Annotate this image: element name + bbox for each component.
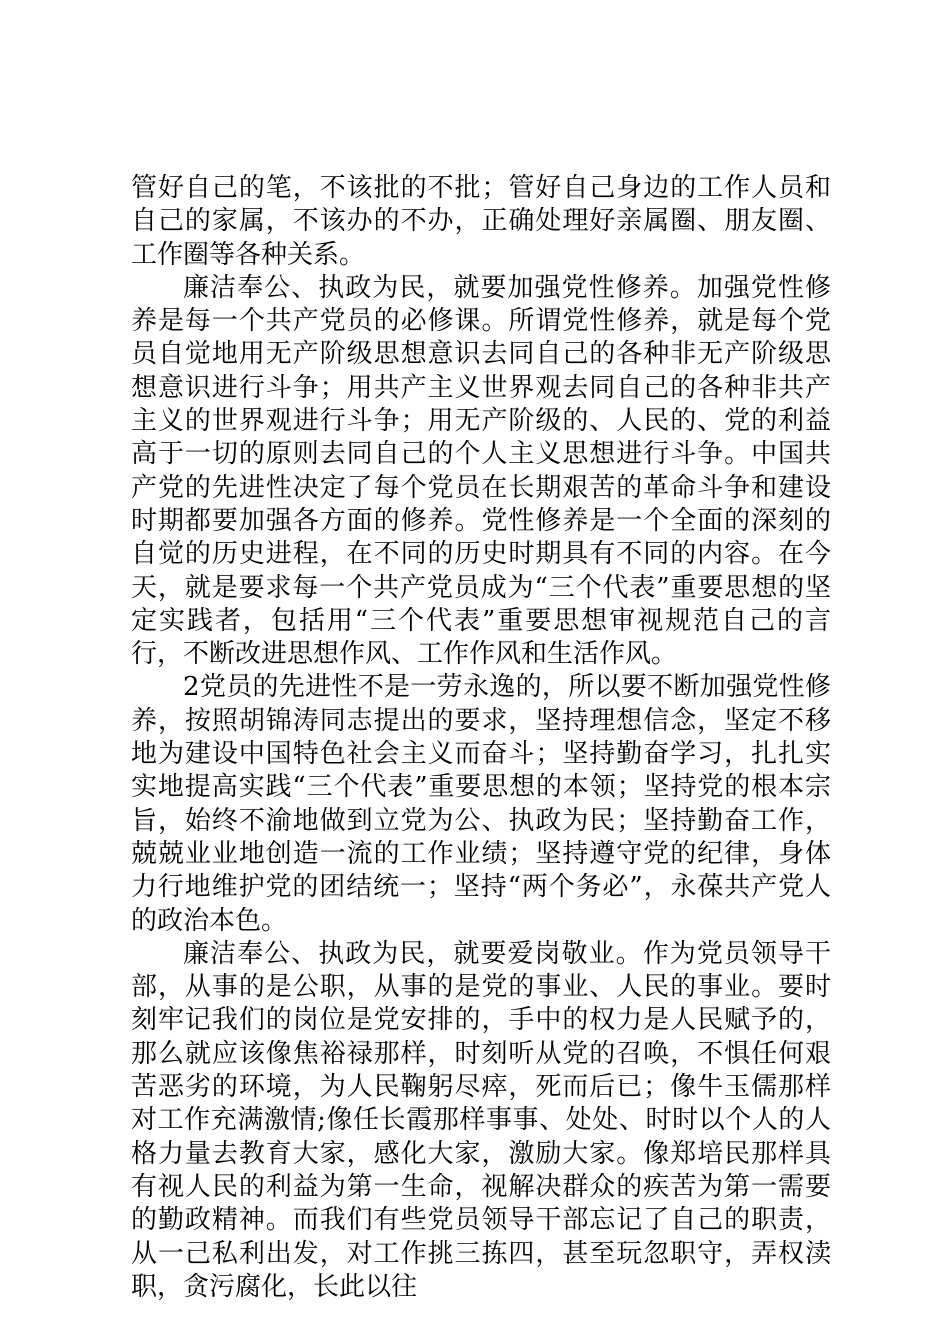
paragraph-dedication: 廉洁奉公、执政为民，就要爱岗敬业。作为党员领导干部，从事的是公职，从事的是党的事业、人民的事业。要时刻牢记我们的岗位是党安排的，手中的权力是人民赋予的，那么就应该像焦裕禄那样，时刻听从党的召唤，不惧任何艰苦恶劣的环境，为人民鞠躬尽瘁，死而后已；像牛玉儒那样对工作充满激情;像任长霞那样事事、处处、时时以个人的人格力量去教育大家，感化大家，激励大家。像郑培民那样具有视人民的利益为第一生命，视解决群众的疾苦为第一需要的勤政精神。而我们有些党员领导干部忘记了自己的职责，从一己私利出发，对工作挑三拣四，甚至玩忽职守，弄权渎职，贪污腐化，长此以往 — [131, 938, 831, 1302]
paragraph-continuation: 管好自己的笔，不该批的不批；管好自己身边的工作人员和自己的家属，不该办的不办，正确处理好亲属圈、朋友圈、工作圈等各种关系。 — [131, 173, 831, 270]
paragraph-advanced-nature: 2党员的先进性不是一劳永逸的，所以要不断加强党性修养，按照胡锦涛同志提出的要求，坚持理想信念，坚定不移地为建设中国特色社会主义而奋斗；坚持勤奋学习，扎扎实实地提高实践“三个代表”重要思想的本领；坚持党的根本宗旨，始终不渝地做到立党为公、执政为民；坚持勤奋工作，兢兢业业地创造一流的工作业绩；坚持遵守党的纪律，身体力行地维护党的团结统一；坚持“两个务必”，永葆共产党人的政治本色。 — [131, 672, 831, 936]
document-body — [131, 172, 831, 1304]
paragraph-party-spirit: 廉洁奉公、执政为民，就要加强党性修养。加强党性修养是每一个共产党员的必修课。所谓党性修养，就是每个党员自觉地用无产阶级思想意识去同自己的各种非无产阶级思想意识进行斗争；用共产主义世界观去同自己的各种非共产主义的世界观进行斗争；用无产阶级的、人民的、党的利益高于一切的原则去同自己的个人主义思想进行斗争。中国共产党的先进性决定了每个党员在长期艰苦的革命斗争和建设时期都要加强各方面的修养。党性修养是一个全面的深刻的自觉的历史进程，在不同的历史时期具有不同的内容。在今天，就是要求每一个共产党员成为“三个代表”重要思想的坚定实践者，包括用“三个代表”重要思想审视规范自己的言行，不断改进思想作风、工作作风和生活作风。 — [131, 272, 831, 670]
